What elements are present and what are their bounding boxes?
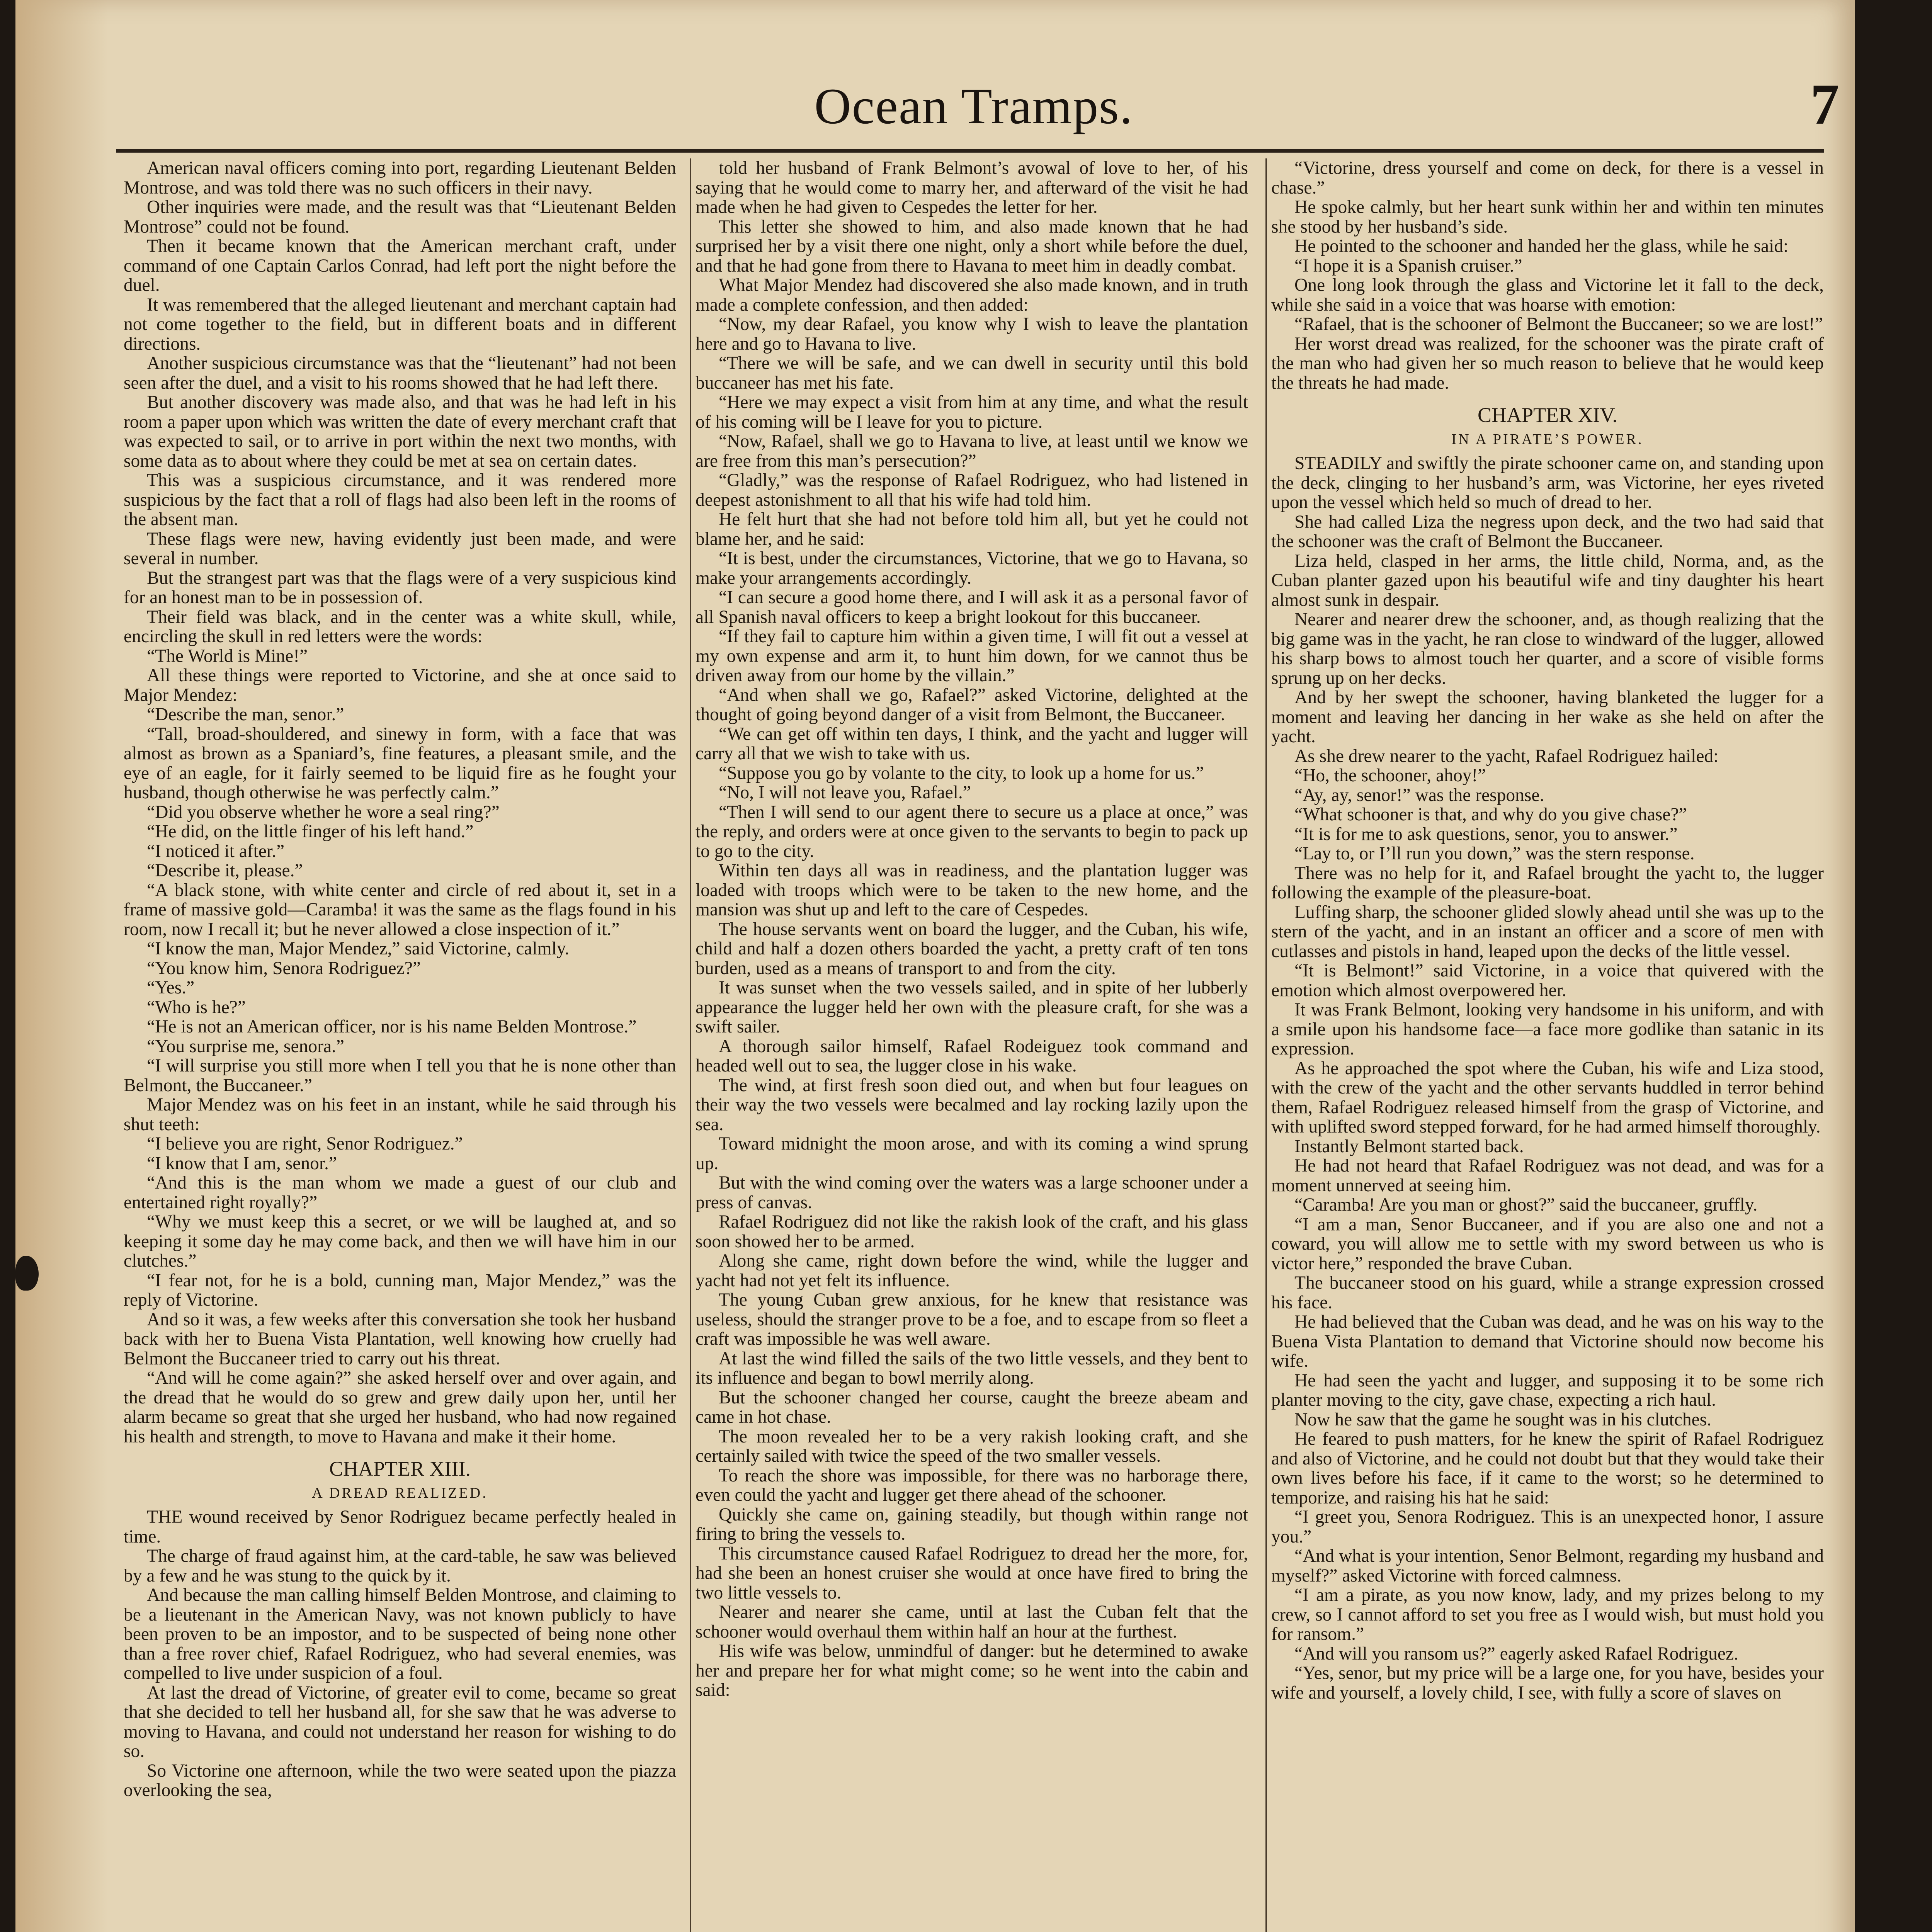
paragraph: “If they fail to capture him within a given time, I will fit out a vessel at my own expense and arm it, to hunt him down, for we cannot thus be driven away from our home by the villain.” [696,626,1248,685]
paragraph: “Yes, senor, but my price will be a large one, for you have, besides your wife and yourself, a lovely child, I see, with fully a score of slaves on [1271,1663,1824,1703]
paragraph: He feared to push matters, for he knew the spirit of Rafael Rodriguez and also of Victorine, and he could not doubt but that they would take their own lives before his face, if it came to the worst; so he determined to temporize, and raising his hat he said: [1271,1429,1824,1508]
paragraph: “And will he come again?” she asked herself over and over again, and the dread that he would do so grew and grew daily upon her, until her alarm became so great that she urged her husband, who had now regained his health and strength, to move to Havana and make it their home. [124,1368,676,1447]
paragraph: “I am a pirate, as you now know, lady, and my prizes belong to my crew, so I cannot afford to set you free as I would wish, but must hold you for ransom.” [1271,1585,1824,1644]
paragraph: “Ay, ay, senor!” was the response. [1294,785,1544,805]
paragraph: “Gladly,” was the response of Rafael Rodriguez, who had listened in deepest astonishment to all that his wife had told him. [696,470,1248,510]
paragraph: “There we will be safe, and we can dwell in security until this bold buccaneer has met his fate. [696,353,1248,393]
paragraph: “I will surprise you still more when I tell you that he is none other than Belmont, the Buccaneer.” [124,1056,676,1095]
paragraph: Along she came, right down before the wind, while the lugger and yacht had not yet felt its influence. [696,1251,1248,1291]
paragraph: “Then I will send to our agent there to secure us a place at once,” was the reply, and orders were at once given to the servants to begin to pack up to go to the city. [696,802,1248,861]
paragraph: Nearer and nearer she came, until at last the Cuban felt that the schooner would overhaul them within half an hour at the furthest. [696,1602,1248,1642]
paragraph: To reach the shore was impossible, for there was no harborage there, even could the yacht and lugger get there ahead of the schooner. [696,1465,1248,1505]
paragraph: He had believed that the Cuban was dead, and he was on his way to the Buena Vista Plantation to demand that Victorine should now become his wife. [1271,1312,1824,1371]
paragraph: Their field was black, and in the center was a white skull, while, encircling the skull in red letters were the words: [124,607,676,646]
paragraph: Major Mendez was on his feet in an instant, while he said through his shut teeth: [124,1095,676,1134]
paragraph: But another discovery was made also, and that was he had left in his room a paper upon which was written the date of every merchant craft that was expected to sail, or to arrive in port within the next two months, with some data as to about where they could be met at sea on certain dates. [124,392,676,471]
paragraph: “I am a man, Senor Buccaneer, and if you are also one and not a coward, you will allow me to settle with my sword between us who is victor here,” responded the brave Cuban. [1271,1214,1824,1274]
paragraph: One long look through the glass and Victorine let it fall to the deck, while she said in a voice that was hoarse with emotion: [1271,275,1824,315]
paragraph: STEADILY and swiftly the pirate schooner came on, and standing upon the deck, clinging to her husband’s arm, was Victorine, her eyes riveted upon the vessel which held so much of dread to her. [1271,453,1824,512]
paragraph: Instantly Belmont started back. [1294,1136,1524,1156]
paragraph: “No, I will not leave you, Rafael.” [719,782,971,803]
paragraph: “A black stone, with white center and circle of red about it, set in a frame of massive gold—Caramba! it was the same as the flags found in his room, now I recall it; but he never allowed a close inspection of it.” [124,880,676,939]
paragraph: At last the wind filled the sails of the two little vessels, and they bent to its influence and began to bowl merrily along. [696,1348,1248,1388]
paragraph: “It is Belmont!” said Victorine, in a voice that quivered with the emotion which almost overpowered her. [1271,961,1824,1000]
paragraph: Rafael Rodriguez did not like the rakish look of the craft, and his glass soon showed her to be armed. [696,1212,1248,1252]
paragraph: These flags were new, having evidently just been made, and were several in number. [124,529,676,568]
paragraph: The house servants went on board the lugger, and the Cuban, his wife, child and half a dozen others boarded the yacht, a pretty craft of ten tons burden, used as a means of transport to and from the city. [696,919,1248,978]
page-damage-hole [15,1256,39,1291]
paragraph: American naval officers coming into port, regarding Lieutenant Belden Montrose, and was told there was no such officers in their navy. [124,158,676,198]
paragraph: She had called Liza the negress upon deck, and the two had said that the schooner was the craft of Belmont the Buccaneer. [1271,512,1824,551]
paragraph: “Caramba! Are you man or ghost?” said the buccaneer, gruffly. [1294,1195,1758,1215]
paragraph: All these things were reported to Victorine, and she at once said to Major Mendez: [124,665,676,705]
paragraph: “Now, Rafael, shall we go to Havana to live, at least until we know we are free from this man’s persecution?” [696,431,1248,471]
paragraph: Liza held, clasped in her arms, the little child, Norma, and, as the Cuban planter gazed upon his beautiful wife and tiny daughter his heart almost sunk in despair. [1271,551,1824,610]
paragraph: “Here we may expect a visit from him at any time, and what the result of his coming will be I leave for you to picture. [696,392,1248,432]
paragraph: Luffing sharp, the schooner glided slowly ahead until she was up to the stern of the yacht, and in an instant an officer and a score of men with cutlasses and pistols in hand, leaped upon the decks of the little vessel. [1271,902,1824,961]
paragraph: “The World is Mine!” [147,646,308,666]
paragraph: This was a suspicious circumstance, and it was rendered more suspicious by the fact that a roll of flags had also been left in the rooms of the absent man. [124,470,676,529]
paragraph: “I can secure a good home there, and I will ask it as a personal favor of all Spanish naval officers to keep a bright lookout for this buccaneer. [696,587,1248,627]
header-rule [116,149,1824,153]
paragraph: But the schooner changed her course, caught the breeze abeam and came in hot chase. [696,1387,1248,1427]
paragraph: “Suppose you go by volante to the city, to look up a home for us.” [719,763,1204,783]
paragraph: And so it was, a few weeks after this conversation she took her husband back with her to Buena Vista Plantation, well knowing how cruelly had Belmont the Buccaneer tried to carry out his threat. [124,1309,676,1369]
paragraph: Quickly she came on, gaining steadily, but though within range not firing to bring the vessels to. [696,1504,1248,1544]
paragraph: Another suspicious circumstance was that the “lieutenant” had not been seen after the duel, and a visit to his rooms showed that he had left there. [124,353,676,393]
paragraph: He spoke calmly, but her heart sunk within her and within ten minutes she stood by her husband’s side. [1271,197,1824,237]
paragraph: But with the wind coming over the waters was a large schooner under a press of canvas. [696,1173,1248,1213]
paragraph: “Describe the man, senor.” [147,704,344,724]
paragraph: As she drew nearer to the yacht, Rafael Rodriguez hailed: [1294,746,1719,766]
paragraph: “Describe it, please.” [147,861,303,881]
chapter-heading: CHAPTER XIII. [329,1457,471,1480]
paragraph: It was sunset when the two vessels sailed, and in spite of her lubberly appearance the lugger held her own with the pleasure craft, for she was a swift sailer. [696,978,1248,1037]
page-number: 7 [1810,72,1839,136]
paragraph: The buccaneer stood on his guard, while a strange expression crossed his face. [1271,1273,1824,1313]
paragraph: “I noticed it after.” [147,841,285,861]
paragraph: It was remembered that the alleged lieutenant and merchant captain had not come together to the field, but in different boats and in different directions. [124,294,676,354]
paragraph: “And when shall we go, Rafael?” asked Victorine, delighted at the thought of going beyond danger of a visit from Belmont, the Buccaneer. [696,685,1248,724]
paragraph: “Lay to, or I’ll run you down,” was the stern response. [1294,844,1695,864]
paragraph: “I know that I am, senor.” [147,1153,337,1173]
paragraph: “He did, on the little finger of his left hand.” [147,821,474,842]
paragraph: “He is not an American officer, nor is his name Belden Montrose.” [147,1017,637,1037]
paragraph: “And what is your intention, Senor Belmont, regarding my husband and myself?” asked Victorine with forced calmness. [1271,1546,1824,1586]
paragraph: THE wound received by Senor Rodriguez became perfectly healed in time. [124,1507,676,1547]
paragraph: The wind, at first fresh soon died out, and when but four leagues on their way the two vessels were becalmed and lay rocking lazily upon the sea. [696,1075,1248,1134]
paragraph: The young Cuban grew anxious, for he knew that resistance was useless, should the stranger prove to be a foe, and to escape from so fleet a craft was impossible he was well aware. [696,1290,1248,1349]
paragraph: “Victorine, dress yourself and come on deck, for there is a vessel in chase.” [1271,158,1824,198]
paragraph: So Victorine one afternoon, while the two were seated upon the piazza overlooking the sea, [124,1760,676,1800]
paragraph: “I know the man, Major Mendez,” said Victorine, calmly. [147,939,570,959]
paragraph: Now he saw that the game he sought was in his clutches. [1294,1409,1712,1430]
paragraph: This circumstance caused Rafael Rodriguez to dread her the more, for, had she been an honest cruiser she would at once have fired to bring the two little vessels to. [696,1543,1248,1603]
paragraph: Then it became known that the American merchant craft, under command of one Captain Carlos Conrad, had left port the night before the duel. [124,236,676,295]
chapter-subtitle: IN A PIRATE’S POWER. [1451,431,1644,447]
scan-background [1855,0,1932,1932]
paragraph: There was no help for it, and Rafael brought the yacht to, the lugger following the example of the pleasure-boat. [1271,863,1824,903]
page-header [93,73,1855,151]
paragraph: But the strangest part was that the flags were of a very suspicious kind for an honest man to be in possession of. [124,568,676,607]
paragraph: “And will you ransom us?” eagerly asked Rafael Rodriguez. [1294,1643,1738,1664]
paragraph: “We can get off within ten days, I think, and the yacht and lugger will carry all that we wish to take with us. [696,724,1248,764]
paragraph: “I believe you are right, Senor Rodriguez.” [147,1134,463,1154]
paragraph: “It is for me to ask questions, senor, you to answer.” [1294,824,1678,844]
paragraph: Toward midnight the moon arose, and with its coming a wind sprung up. [696,1134,1248,1173]
paragraph: This letter she showed to him, and also made known that he had surprised her by a visit there one night, only a short while before the duel, and that he had gone from there to Havana to meet him in deadly combat. [696,216,1248,276]
paragraph: “Why we must keep this a secret, or we will be laughed at, and so keeping it some day he may come back, and then we will have him in our clutches.” [124,1212,676,1271]
paragraph: “Tall, broad-shouldered, and sinewy in form, with a face that was almost as brown as a Spaniard’s, fine features, a pleasant smile, and the eye of an eagle, for it fairly seemed to be liquid fire as he fought your husband, though otherwise he was perfectly calm.” [124,724,676,803]
paragraph: “It is best, under the circumstances, Victorine, that we go to Havana, so make your arrangements accordingly. [696,548,1248,588]
paragraph: “What schooner is that, and why do you give chase?” [1294,804,1687,825]
paragraph: It was Frank Belmont, looking very handsome in his uniform, and with a smile upon his handsome face—a face more godlike than satanic in its expression. [1271,1000,1824,1059]
paragraph: And because the man calling himself Belden Montrose, and claiming to be a lieutenant in the American Navy, was not known publicly to have been proven to be an impostor, and to be suspected of being none other than a free rover chief, Rafael Rodriguez, who had several enemies, was compelled to live under suspicion of a foul. [124,1585,676,1683]
paragraph: The charge of fraud against him, at the card-table, he saw was believed by a few and he was stung to the quick by it. [124,1546,676,1586]
paragraph: Nearer and nearer drew the schooner, and, as though realizing that the big game was in the yacht, he ran close to windward of the lugger, allowed his sharp bows to almost touch her quarter, and a score of visible forms sprung up on her decks. [1271,609,1824,688]
text-column-left [124,158,676,1932]
paragraph: Other inquiries were made, and the result was that “Lieutenant Belden Montrose” could not be found. [124,197,676,237]
paragraph: At last the dread of Victorine, of greater evil to come, became so great that she decided to tell her husband all, for she saw that he was adverse to moving to Havana, and could not understand her reason for wishing to do so. [124,1682,676,1761]
paragraph: Her worst dread was realized, for the schooner was the pirate craft of the man who had given her so much reason to believe that he would keep the threats he had made. [1271,333,1824,393]
chapter-subtitle: A DREAD REALIZED. [312,1485,488,1501]
paragraph: “Yes.” [147,978,195,998]
chapter-heading: CHAPTER XIV. [1477,403,1618,427]
column-divider [690,158,691,1932]
paragraph: And by her swept the schooner, having blanketed the lugger for a moment and leaving her dancing in her wake as she held on after the yacht. [1271,687,1824,747]
paragraph: What Major Mendez had discovered she also made known, and in truth made a complete confession, and then added: [696,275,1248,315]
paragraph: The moon revealed her to be a very rakish looking craft, and she certainly sailed with twice the speed of the two smaller vessels. [696,1426,1248,1466]
paragraph: “You know him, Senora Rodriguez?” [147,958,421,978]
paragraph: “You surprise me, senora.” [147,1036,344,1056]
text-column-right [1271,158,1824,1932]
paragraph: He had seen the yacht and lugger, and supposing it to be some rich planter moving to the city, gave chase, expecting a rich haul. [1271,1370,1824,1410]
paragraph: As he approached the spot where the Cuban, his wife and Liza stood, with the crew of the yacht and the other servants huddled in terror behind them, Rafael Rodriguez released himself from the grasp of Victorine, and with uplifted sword stepped forward, for he had armed himself thoroughly. [1271,1058,1824,1137]
column-divider [1265,158,1267,1932]
paragraph: “Rafael, that is the schooner of Belmont the Buccaneer; so we are lost!” [1294,314,1823,334]
paragraph: “Now, my dear Rafael, you know why I wish to leave the plantation here and go to Havana to live. [696,314,1248,354]
paragraph: His wife was below, unmindful of danger: but he determined to awake her and prepare her for what might come; so he went into the cabin and said: [696,1641,1248,1700]
paragraph: “I greet you, Senora Rodriguez. This is an unexpected honor, I assure you.” [1271,1507,1824,1547]
paragraph: “I fear not, for he is a bold, cunning man, Major Mendez,” was the reply of Victorine. [124,1270,676,1310]
paragraph: “I hope it is a Spanish cruiser.” [1294,255,1522,276]
paragraph: “Who is he?” [147,997,246,1017]
text-column-middle [696,158,1248,1932]
running-title: Ocean Tramps. [814,78,1133,134]
paragraph: Within ten days all was in readiness, and the plantation lugger was loaded with troops which were to be taken to the new home, and the mansion was shut up and left to the care of Cespedes. [696,861,1248,920]
paragraph: He had not heard that Rafael Rodriguez was not dead, and was for a moment unnerved at seeing him. [1271,1156,1824,1196]
paragraph: “Did you observe whether he wore a seal ring?” [147,802,500,822]
paragraph: He felt hurt that she had not before told him all, but yet he could not blame her, and he said: [696,509,1248,549]
paragraph: told her husband of Frank Belmont’s avowal of love to her, of his saying that he would come to marry her, and afterward of the visit he had made when he had given to Cespedes the letter for her. [696,158,1248,217]
paragraph: He pointed to the schooner and handed her the glass, while he said: [1294,236,1789,256]
paragraph: “Ho, the schooner, ahoy!” [1294,765,1486,786]
paragraph: “And this is the man whom we made a guest of our club and entertained right royally?” [124,1173,676,1213]
paragraph: A thorough sailor himself, Rafael Rodeiguez took command and headed well out to sea, the lugger close in his wake. [696,1036,1248,1076]
